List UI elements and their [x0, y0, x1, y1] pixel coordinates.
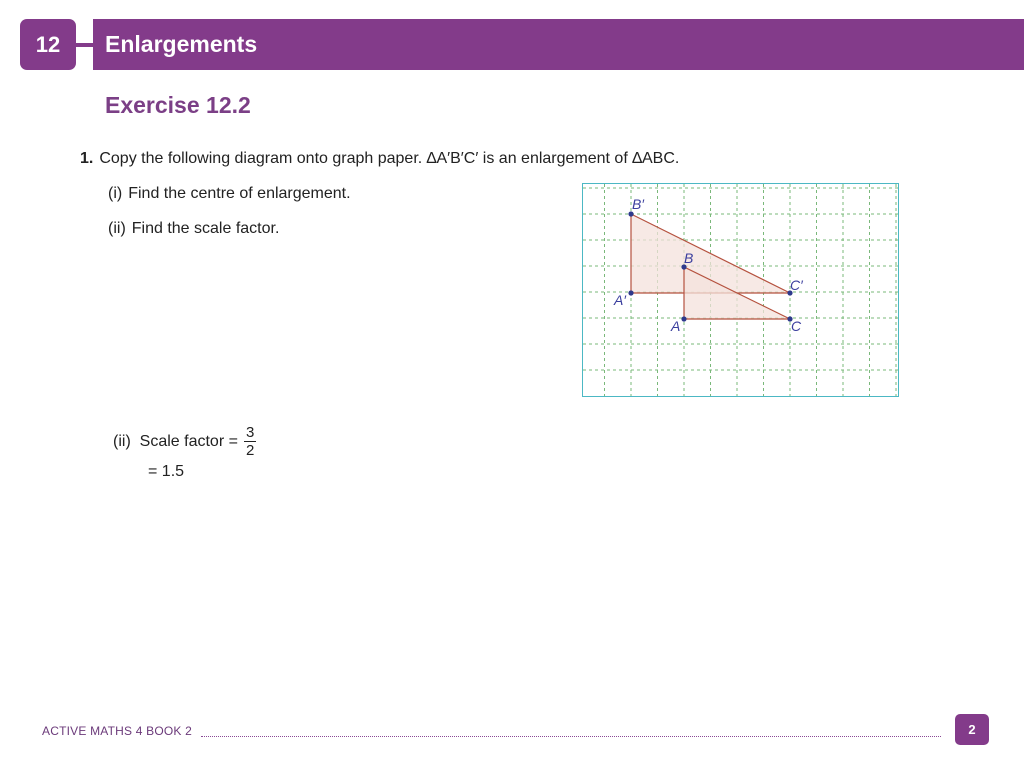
enlargement-diagram: [582, 183, 899, 397]
part-label: (i): [108, 185, 123, 202]
footer-dotted-rule: [201, 736, 941, 737]
question-1: [80, 150, 679, 168]
label-c-prime: C′: [790, 277, 803, 293]
scale-fraction: [244, 424, 256, 459]
header-connector: [76, 43, 93, 47]
footer-book-title: ACTIVE MATHS 4 BOOK 2: [42, 724, 193, 738]
answer-result: = 1.5: [148, 463, 185, 480]
question-part-i: [108, 185, 351, 203]
question-text: Copy the following diagram onto graph paper. ∆A′B′C′ is an enlargement of ∆ABC.: [99, 150, 680, 167]
answer-scale-factor: [113, 424, 256, 459]
answer-block: [113, 424, 256, 481]
fraction-denominator: 2: [245, 442, 255, 459]
question-number: 1.: [80, 150, 94, 167]
grid-figure: [583, 184, 898, 396]
answer-text: Scale factor =: [139, 432, 238, 450]
label-c: C: [791, 318, 802, 334]
chapter-title: Enlargements: [105, 31, 258, 57]
chapter-number-badge: 12: [20, 19, 76, 70]
label-a-prime: A′: [614, 292, 626, 308]
exercise-title: Exercise 12.2: [105, 92, 251, 118]
label-b: B: [684, 250, 694, 266]
part-label: (ii): [108, 220, 126, 237]
answer-label: (ii): [113, 432, 131, 450]
question-part-ii: [108, 220, 279, 238]
page-number-badge: 2: [955, 714, 989, 745]
point-a: [681, 316, 686, 321]
point-a-prime: [628, 290, 633, 295]
label-a: A: [671, 318, 681, 334]
point-b-prime: [628, 211, 633, 216]
part-text: Find the scale factor.: [131, 220, 280, 237]
part-text: Find the centre of enlargement.: [128, 185, 351, 202]
label-b-prime: B′: [632, 196, 644, 212]
fraction-numerator: 3: [245, 424, 255, 441]
